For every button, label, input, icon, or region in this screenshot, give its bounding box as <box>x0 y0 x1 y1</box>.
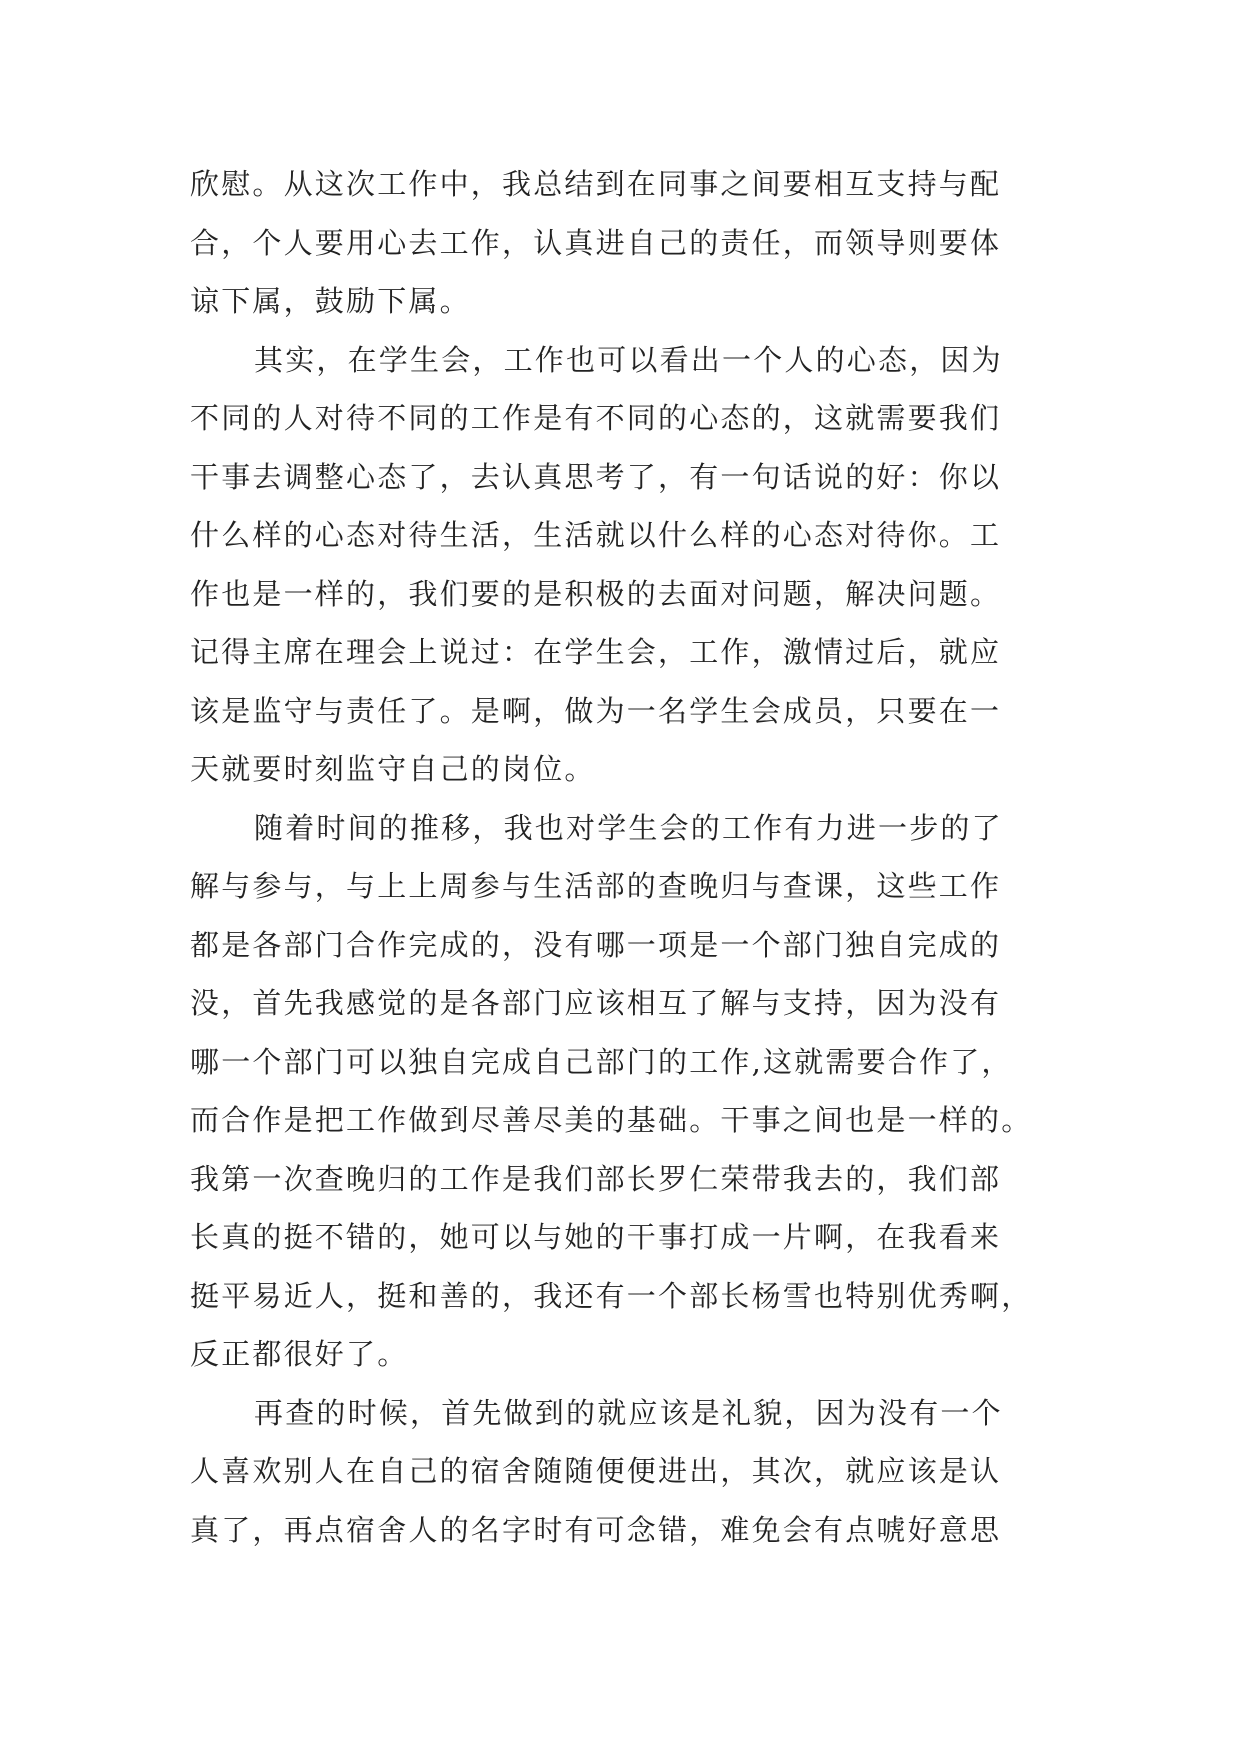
text-line: 随着时间的推移，我也对学生会的工作有力进一步的了 <box>254 810 1003 845</box>
document-body <box>190 155 1060 1559</box>
text-line: 没，首先我感觉的是各部门应该相互了解与支持，因为没有 <box>190 986 1002 1020</box>
text-line: 干事去调整心态了，去认真思考了，有一句话说的好：你以 <box>190 459 1002 494</box>
text-line: 不同的人对待不同的工作是有不同的心态的，这就需要我们 <box>190 401 1002 435</box>
text-line: 天就要时刻监守自己的岗位。 <box>190 752 596 786</box>
text-line: 什么样的心态对待生活，生活就以什么样的心态对待你。工 <box>190 518 1002 552</box>
text-line: 解与参与，与上上周参与生活部的查晚归与查课，这些工作 <box>190 869 1002 903</box>
text-line: 人喜欢别人在自己的宿舍随随便便进出，其次，就应该是认 <box>190 1454 1002 1488</box>
text-line: 欣慰。从这次工作中，我总结到在同事之间要相互支持与配 <box>190 167 1002 201</box>
text-line: 长真的挺不错的，她可以与她的干事打成一片啊，在我看来 <box>190 1220 1002 1254</box>
text-line: 而合作是把工作做到尽善尽美的基础。干事之间也是一样的。 <box>190 1103 1033 1137</box>
text-line: 哪一个部门可以独自完成自己部门的工作,这就需要合作了， <box>190 1044 1013 1079</box>
text-line: 我第一次查晚归的工作是我们部长罗仁荣带我去的，我们部 <box>190 1161 1002 1196</box>
text-line: 作也是一样的，我们要的是积极的去面对问题，解决问题。 <box>190 576 1002 611</box>
text-line: 反正都很好了。 <box>190 1337 409 1371</box>
text-line: 挺平易近人，挺和善的，我还有一个部长杨雪也特别优秀啊， <box>190 1278 1033 1313</box>
text-line: 真了，再点宿舍人的名字时有可念错，难免会有点唬好意思 <box>190 1512 1002 1547</box>
text-line: 谅下属，鼓励下属。 <box>190 284 471 318</box>
text-line: 该是监守与责任了。是啊，做为一名学生会成员，只要在一 <box>190 693 1002 728</box>
text-line: 合，个人要用心去工作，认真进自己的责任，而领导则要体 <box>190 225 1002 260</box>
text-line: 记得主席在理会上说过：在学生会，工作，激情过后，就应 <box>190 635 1002 669</box>
text-line: 再查的时候，首先做到的就应该是礼貌，因为没有一个 <box>254 1395 1003 1430</box>
text-line: 其实，在学生会，工作也可以看出一个人的心态，因为 <box>254 342 1003 377</box>
text-line: 都是各部门合作完成的，没有哪一项是一个部门独自完成的 <box>190 927 1002 962</box>
